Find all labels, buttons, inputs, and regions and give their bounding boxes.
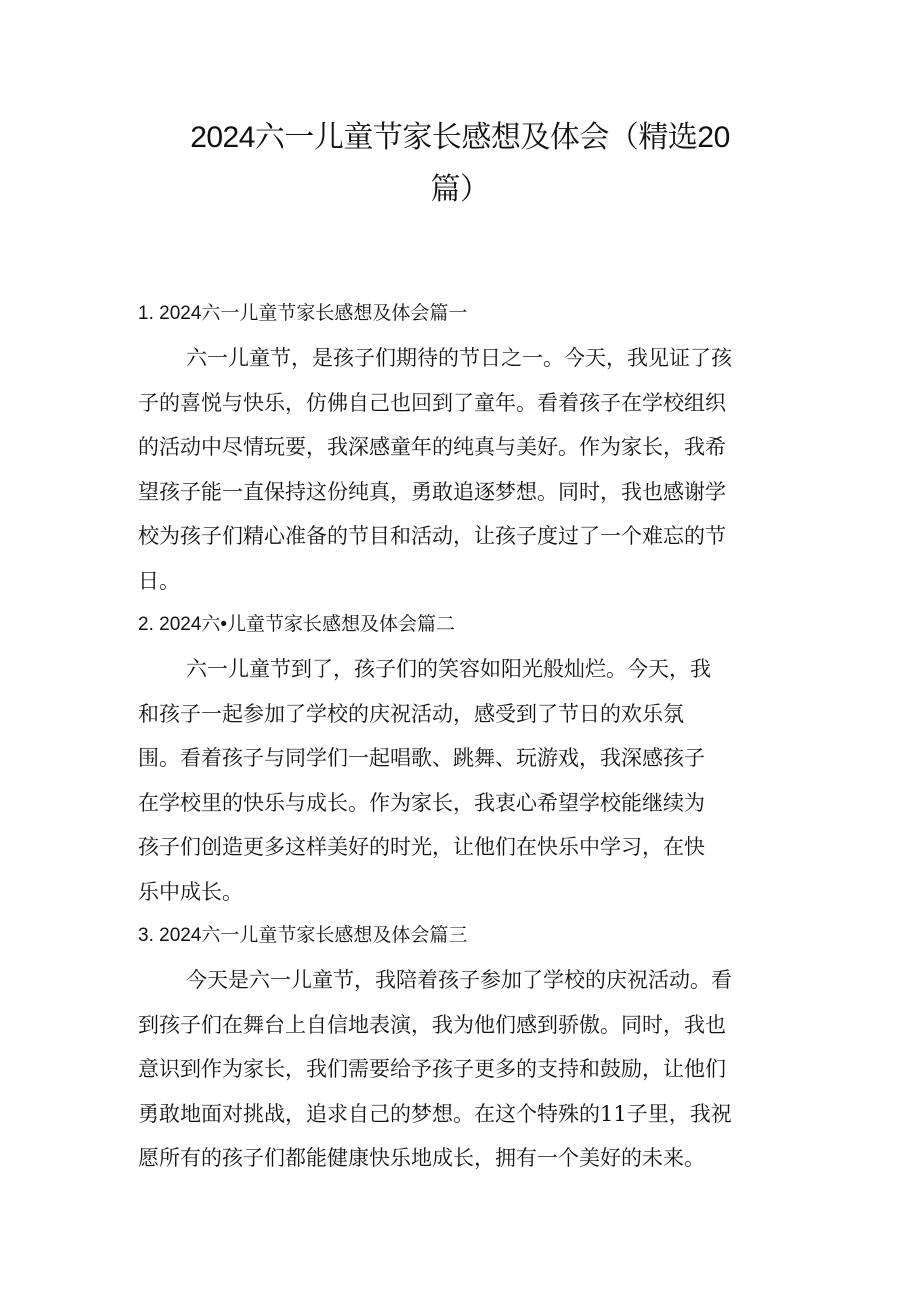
paragraph-line: 日。 [138,568,180,593]
paragraph-line: 今天是六一儿童节，我陪着孩子参加了学校的庆祝活动。看 [186,968,732,992]
paragraph-line: 到孩子们在舞台上自信地表演，我为他们感到骄傲。同时，我也 [138,1012,726,1037]
title-line-2: 篇） [430,173,490,206]
paragraph-line: 围。看着孩子与同学们一起唱歌、跳舞、玩游戏，我深感孩子 [138,746,705,770]
paragraph-line: 六一儿童节，是孩子们期待的节日之一。今天，我见证了孩 [186,346,732,370]
title-line-1: 2024六一儿童节家长感想及体会（精选20 [190,121,730,154]
paragraph-line: 意识到作为家长，我们需要给予孩子更多的支持和鼓励，让他们 [138,1057,726,1081]
paragraph-line: 校为孩子们精心准备的节目和活动，让孩子度过了一个难忘的节 [138,524,726,548]
section-2 [138,603,788,914]
section-3 [138,914,788,1181]
section-paragraph [138,336,788,603]
section-paragraph [138,958,788,1181]
section-1 [138,292,788,603]
paragraph-line: 在学校里的快乐与成长。作为家长，我衷心希望学校能继续为 [138,790,705,815]
paragraph-line: 愿所有的孩子们都能健康快乐地成长，拥有一个美好的未来。 [138,1146,705,1170]
paragraph-line: 和孩子一起参加了学校的庆祝活动，感受到了节日的欢乐氛 [138,701,684,726]
paragraph-line: 望孩子能一直保持这份纯真，勇敢追逐梦想。同时，我也感谢学 [138,479,726,504]
paragraph-line: 的活动中尽情玩要，我深感童年的纯真与美好。作为家长，我希 [138,435,726,459]
paragraph-line: 六一儿童节到了，孩子们的笑容如阳光般灿烂。今天，我 [186,657,711,681]
section-heading: 1. 2024六一儿童节家长感想及体会篇一 [138,303,468,324]
section-paragraph [138,647,788,914]
section-heading: 2. 2024六•儿童节家长感想及体会篇二 [138,614,456,635]
document-title [150,112,770,216]
paragraph-line: 乐中成长。 [138,879,243,904]
paragraph-line: 勇敢地面对挑战，追求自己的梦想。在这个特殊的11子里，我祝 [138,1101,732,1126]
section-heading: 3. 2024六一儿童节家长感想及体会篇三 [138,925,468,946]
document-body [138,292,788,1181]
paragraph-line: 子的喜悦与快乐，仿佛自己也回到了童年。看着孩子在学校组织 [138,390,726,415]
paragraph-line: 孩子们创造更多这样美好的时光，让他们在快乐中学习，在快 [138,835,705,859]
